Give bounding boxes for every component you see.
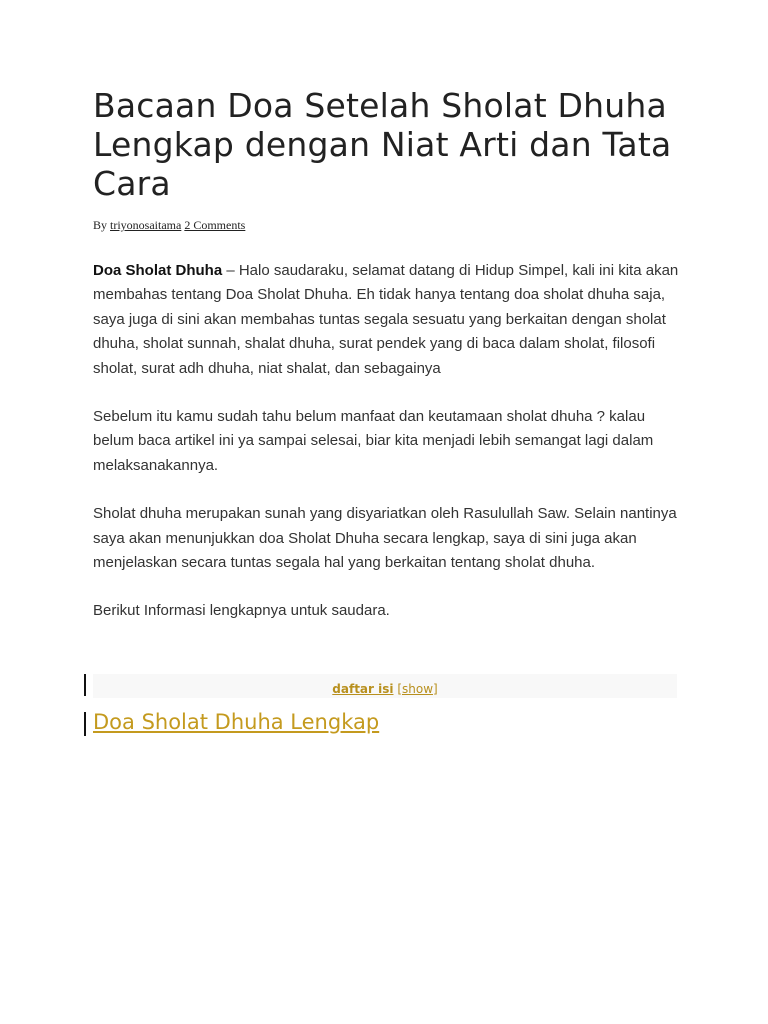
- toc-title[interactable]: daftar isi: [332, 682, 394, 696]
- paragraph-lead: Doa Sholat Dhuha: [93, 262, 223, 279]
- text-cursor-marker: [84, 674, 86, 696]
- table-of-contents: [93, 674, 677, 698]
- byline-prefix: By: [93, 218, 108, 232]
- paragraph-3: Sholat dhuha merupakan sunah yang disyariatkan oleh Rasulullah Saw. Selain nantinya saya akan menunjukkan doa Sholat Dhuha secara lengkap, saya di sini juga akan menjelaskan secara tuntas segala hal yang berkaitan tentang sholat dhuha.: [93, 505, 677, 572]
- paragraph-intro: [93, 259, 683, 381]
- article-title: Bacaan Doa Setelah Sholat Dhuha Lengkap dengan Niat Arti dan Tata Cara: [93, 86, 672, 203]
- article: [93, 86, 683, 624]
- paragraph-4: Berikut Informasi lengkapnya untuk saudara.: [93, 602, 390, 620]
- byline: [93, 217, 683, 233]
- section-heading-link[interactable]: Doa Sholat Dhuha Lengkap: [93, 710, 380, 734]
- text-cursor-marker: [84, 712, 86, 736]
- paragraph-2: Sebelum itu kamu sudah tahu belum manfaat dan keutamaan sholat dhuha ? kalau belum baca artikel ini ya sampai selesai, biar kita menjadi lebih semangat lagi dalam melaksanakannya.: [93, 408, 654, 474]
- comments-link[interactable]: 2 Comments: [184, 218, 246, 232]
- toc-show-toggle[interactable]: [show]: [397, 682, 438, 696]
- paragraph-intro-text: – Halo saudaraku, selamat datang di Hidup Simpel, kali ini kita akan membahas tentang Doa Sholat Dhuha. Eh tidak hanya tentang doa sholat dhuha saja, saya juga di sini akan membahas tuntas segala sesuatu yang berkaitan dengan sholat dhuha, sholat sunnah, shalat dhuha, surat pendek yang di baca dalam sholat, filosofi sholat, surat adh dhuha, niat shalat, dan sebagainya: [93, 262, 679, 377]
- author-link[interactable]: triyonosaitama: [110, 218, 182, 232]
